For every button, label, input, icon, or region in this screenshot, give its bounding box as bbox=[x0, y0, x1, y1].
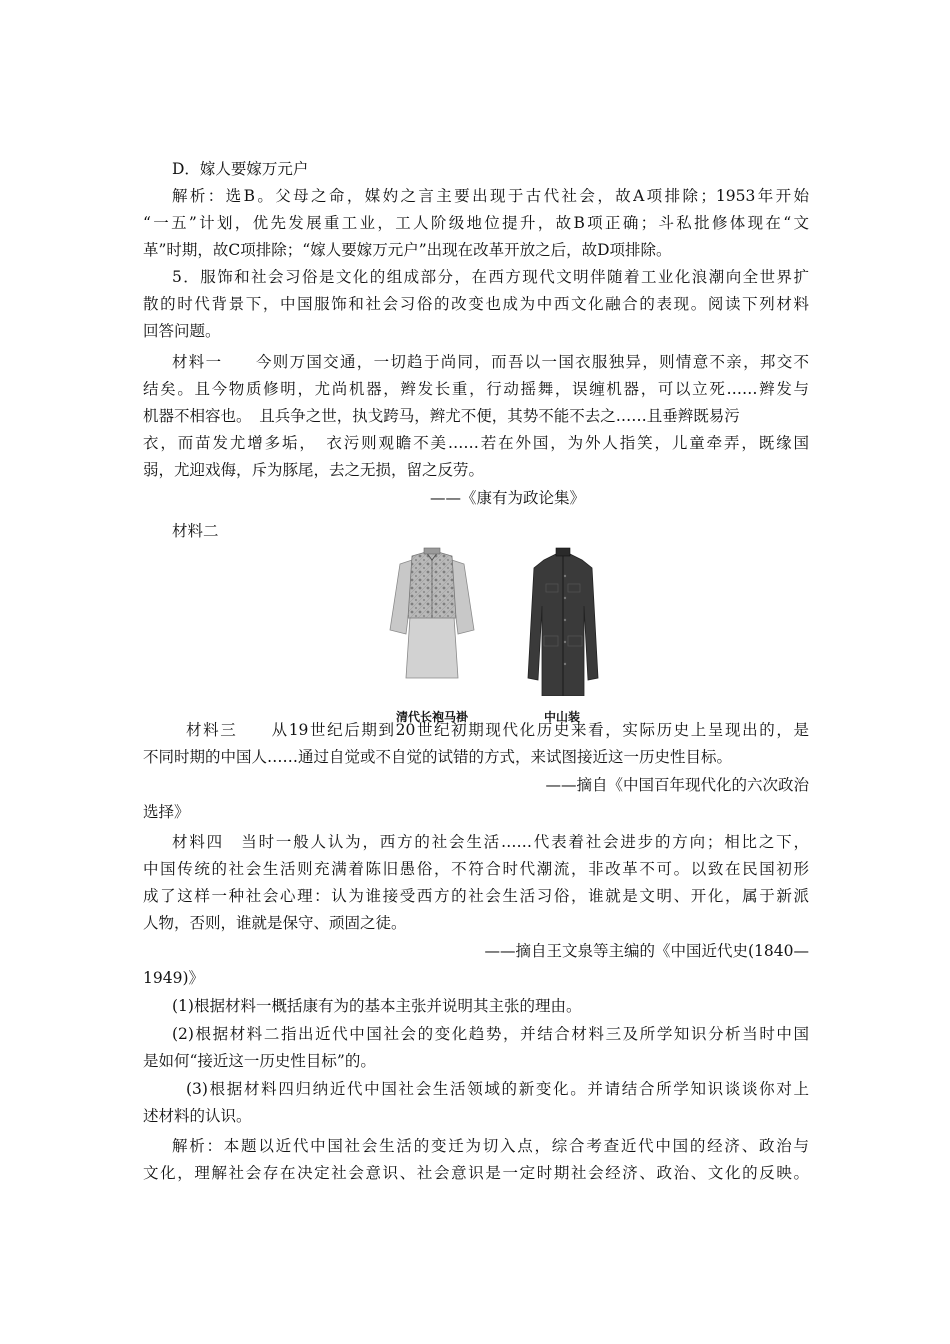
zhongshan-suit-image bbox=[522, 546, 604, 696]
material-three-source: ——摘自《中国百年现代化的六次政治 bbox=[545, 776, 809, 794]
material-one-line: 结矣。且今物质修明，尤尚机器，辫发长重，行动摇舞，误缠机器，可以立死……辫发与 bbox=[143, 380, 809, 398]
material-three-line: 材料三 从19世纪后期到20世纪初期现代化历史来看，实际历史上呈现出的，是 bbox=[186, 721, 809, 739]
caption-zhongshan-suit: 中山装 bbox=[544, 710, 581, 724]
material-three-line: 不同时期的中国人……通过自觉或不自觉的试错的方式，来试图接近这一历史性目标。 bbox=[143, 748, 733, 766]
question-5-line: 散的时代背景下，中国服饰和社会习俗的改变也成为中西文化融合的表现。阅读下列材料 bbox=[143, 295, 809, 313]
question-5-line: 5．服饰和社会习俗是文化的组成部分，在西方现代文明伴随着工业化浪潮向全世界扩 bbox=[172, 268, 809, 286]
material-four-source: 1949)》 bbox=[143, 969, 204, 987]
question-5-line: 回答问题。 bbox=[143, 322, 221, 340]
material-four-line: 中国传统的社会生活则充满着陈旧愚俗，不符合时代潮流，非改革不可。以致在民国初形 bbox=[143, 860, 809, 878]
option-d: D．嫁人要嫁万元户 bbox=[172, 160, 309, 178]
zhongshan-suit-figure bbox=[522, 546, 604, 696]
sub-question-3: (3)根据材料四归纳近代中国社会生活领域的新变化。并请结合所学知识谈谈你对上 bbox=[186, 1080, 809, 1098]
sub-question-1: (1)根据材料一概括康有为的基本主张并说明其主张的理由。 bbox=[172, 997, 582, 1015]
sub-question-2: (2)根据材料二指出近代中国社会的变化趋势，并结合材料三及所学知识分析当时中国 bbox=[172, 1025, 809, 1043]
caption-qing-robe: 清代长袍马褂 bbox=[396, 710, 469, 724]
material-one-line: 弱，尤迎戏侮，斥为豚尾，去之无损，留之反劳。 bbox=[143, 461, 485, 479]
material-three-source: 选择》 bbox=[143, 803, 190, 821]
analysis-line: “一五”计划，优先发展重工业，工人阶级地位提升，故B项正确；斗私批修体现在“文 bbox=[143, 214, 809, 232]
analysis-line: 革”时期，故C项排除；“嫁人要嫁万元户”出现在改革开放之后，故D项排除。 bbox=[143, 241, 672, 259]
analysis-line: 文化，理解社会存在决定社会意识、社会意识是一定时期社会经济、政治、文化的反映。 bbox=[143, 1164, 809, 1182]
analysis-line: 解析：选B。父母之命，媒妁之言主要出现于古代社会，故A项排除；1953年开始 bbox=[172, 187, 809, 205]
analysis-line: 解析：本题以近代中国社会生活的变迁为切入点，综合考查近代中国的经济、政治与 bbox=[172, 1137, 809, 1155]
material-four-line: 人物，否则，谁就是保守、顽固之徒。 bbox=[143, 914, 407, 932]
material-one-line: 衣，而苗发尤增多垢， 衣污则观瞻不美……若在外国，为外人指笑，儿童牵弄，既缘国 bbox=[143, 434, 809, 452]
sub-question-3: 述材料的认识。 bbox=[143, 1107, 252, 1125]
material-four-source: ——摘自王文泉等主编的《中国近代史(1840— bbox=[484, 942, 809, 960]
material-two-label: 材料二 bbox=[172, 522, 219, 540]
material-one-line: 机器不相容也。 且兵争之世，执戈跨马，辫尤不便，其势不能不去之……且垂辫既易污 bbox=[143, 407, 740, 425]
material-one-source: ——《康有为政论集》 bbox=[430, 489, 586, 507]
qing-robe-image bbox=[386, 546, 478, 682]
qing-robe-figure bbox=[386, 546, 478, 682]
sub-question-2: 是如何“接近这一历史性目标”的。 bbox=[143, 1052, 376, 1070]
material-one-line: 材料一 今则万国交通，一切趋于尚同，而吾以一国衣服独异，则情意不亲，邦交不 bbox=[172, 353, 809, 371]
material-four-line: 成了这样一种社会心理：认为谁接受西方的社会生活习俗，谁就是文明、开化，属于新派 bbox=[143, 887, 809, 905]
material-four-line: 材料四 当时一般人认为，西方的社会生活……代表着社会进步的方向；相比之下， bbox=[172, 833, 809, 851]
